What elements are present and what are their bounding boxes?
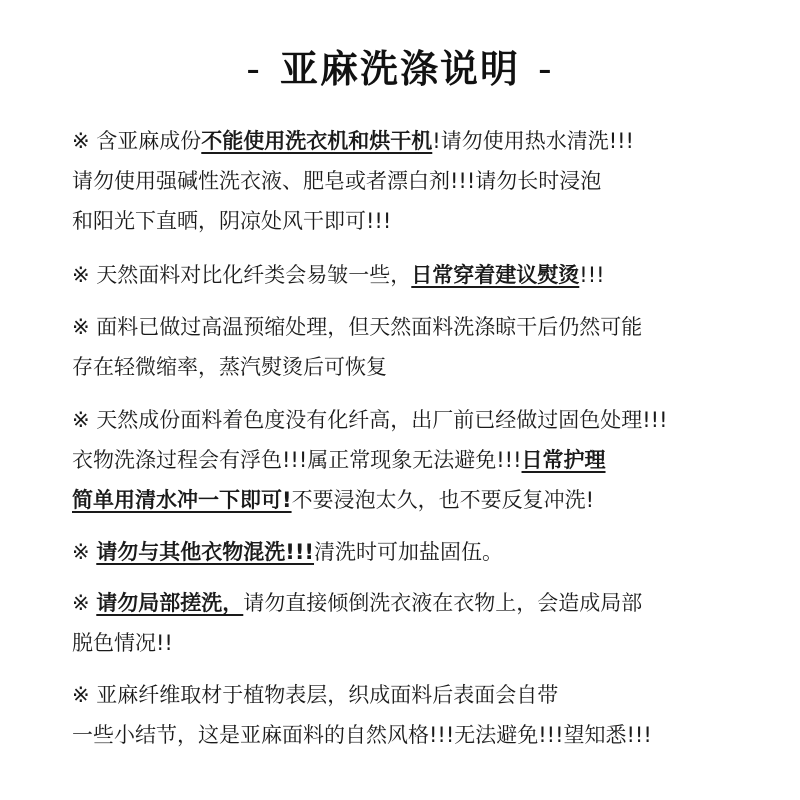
note-line: [72, 121, 772, 161]
note-emphasis: 日常护理: [521, 448, 606, 472]
note-text: 清洗时可加盐固伍。: [314, 540, 504, 564]
note-line: ※ 天然成份面料着色度没有化纤高，出厂前已经做过固色处理!!!: [72, 408, 668, 432]
note-color-fastness: [72, 400, 772, 520]
note-linen-texture: [72, 675, 772, 755]
page-title: [0, 38, 800, 93]
note-line: [72, 440, 772, 480]
note-separate-wash: [72, 532, 772, 572]
note-shrinkage: [72, 307, 772, 387]
note-text: 不要浸泡太久，也不要反复冲洗!: [291, 488, 594, 512]
note-line: [72, 583, 772, 623]
note-text: 请勿直接倾倒洗衣液在衣物上，会造成局部: [243, 591, 643, 615]
note-line: ※ 面料已做过高温预缩处理，但天然面料洗涤晾干后仍然可能: [72, 315, 643, 339]
note-line: 和阳光下直晒，阴凉处风干即可!!!: [72, 209, 392, 233]
note-line: 请勿使用强碱性洗衣液、肥皂或者漂白剂!!!请勿长时浸泡: [72, 169, 602, 193]
note-text: !请勿使用热水清洗!!!: [432, 129, 634, 153]
note-machine-wash: [72, 121, 772, 241]
note-text: ※: [72, 591, 97, 615]
title-dash-left: -: [246, 47, 262, 91]
note-text: 衣物洗涤过程会有浮色!!!属正常现象无法避免!!!: [72, 448, 522, 472]
note-line: 脱色情况!!: [72, 631, 173, 655]
note-emphasis: 请勿局部搓洗，: [96, 591, 244, 615]
note-text: ※ 含亚麻成份: [72, 129, 202, 153]
note-line: 存在轻微缩率，蒸汽熨烫后可恢复: [72, 355, 387, 379]
note-emphasis: 请勿与其他衣物混洗!!!: [96, 540, 315, 564]
note-emphasis: 不能使用洗衣机和烘干机: [201, 129, 433, 153]
note-text: ※ 天然面料对比化纤类会易皱一些，: [72, 263, 412, 287]
note-emphasis: 日常穿着建议熨烫: [411, 263, 580, 287]
note-text: ※: [72, 540, 97, 564]
note-emphasis: 简单用清水冲一下即可!: [72, 488, 292, 512]
note-line: [72, 532, 772, 572]
note-local-scrub: [72, 583, 772, 663]
title-dash-right: -: [538, 47, 554, 91]
note-wrinkle: [72, 255, 772, 295]
note-text: !!!: [579, 263, 605, 287]
note-line: ※ 亚麻纤维取材于植物表层，织成面料后表面会自带: [72, 683, 559, 707]
note-line: 一些小结节，这是亚麻面料的自然风格!!!无法避免!!!望知悉!!!: [72, 723, 652, 747]
note-line: [72, 480, 772, 520]
note-line: [72, 255, 772, 295]
title-text: 亚麻洗涤说明: [279, 47, 520, 91]
